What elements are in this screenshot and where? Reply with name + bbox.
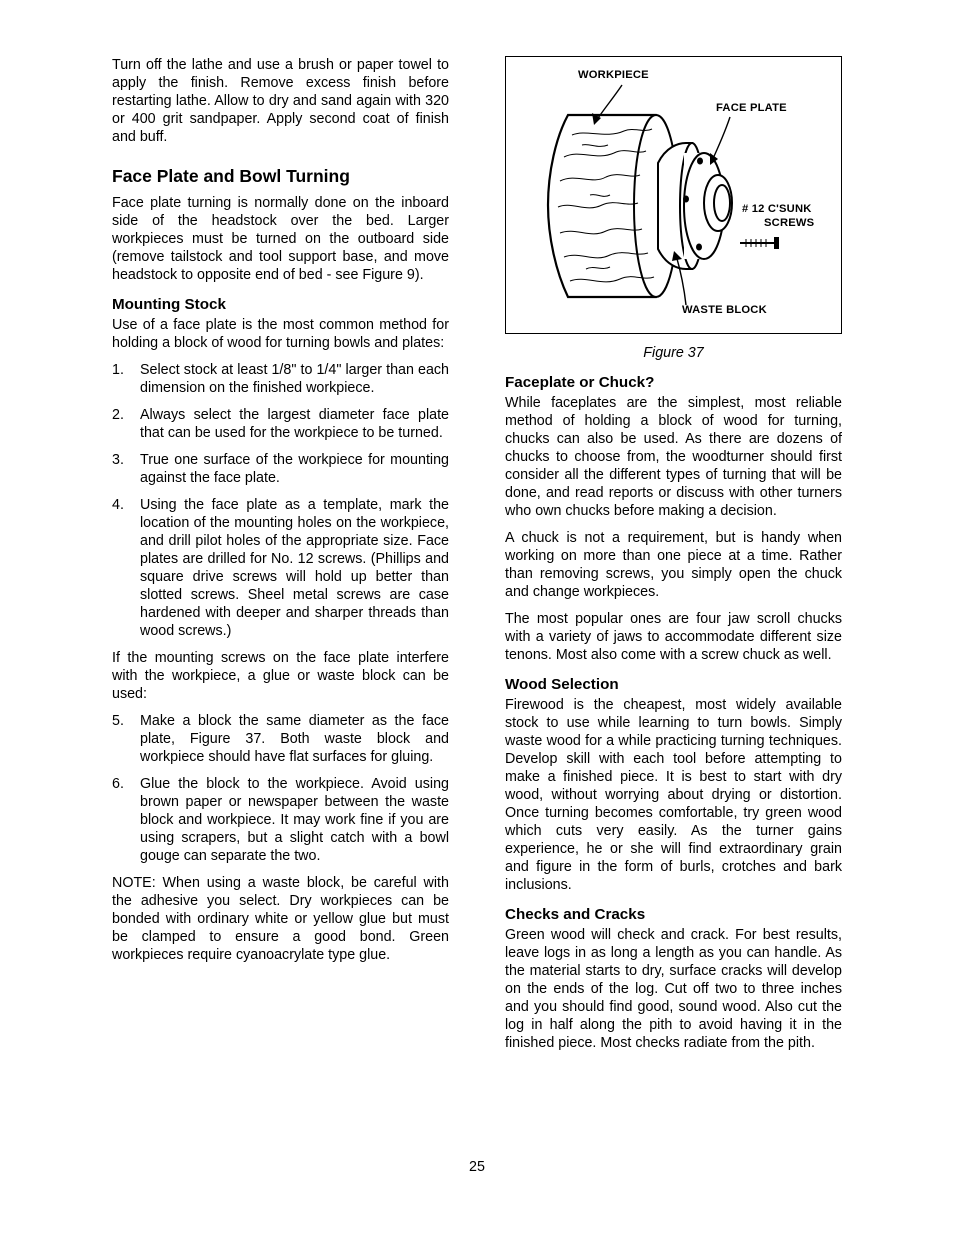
face-plate-paragraph: Face plate turning is normally done on the inboard side of the headstock over the bed. Larger workpieces must be turned on the outboard side (remove tailstock and tool support base, and move headstock to opposite end of bed - see Figure 9). [112,195,449,283]
label-screws-line2: SCREWS [764,217,815,229]
list-item: 4. Using the face plate as a template, mark the location of the mounting holes on the workpiece, and drill pilot holes of the appropriate size. Face plates are drilled for No. 12 screws. (Phillips and square drive screws will hold up better than slotted screws. Sheel metal screws are case hardened with deeper and sharper threads than wood screws.) [112,497,449,639]
mounting-paragraph: Use of a face plate is the most common method for holding a block of wood for turning bowls and plates: [112,317,449,351]
subheading-faceplate-or-chuck: Faceplate or Chuck? [505,374,655,391]
figure-caption: Figure 37 [643,345,704,361]
chuck-paragraph-3: The most popular ones are four jaw scroll chucks with a variety of jaws to accommodate different size tenons. Most also come with a screw chuck as well. [505,611,842,663]
page-number: 25 [469,1159,485,1175]
right-column [505,56,842,1052]
label-face-plate: FACE PLATE [716,102,787,114]
checks-paragraph: Green wood will check and crack. For best results, leave logs in as long a length as you can handle. As the material starts to dry, surface cracks will develop on the ends of the log. Cut off two to three inches and you should find good, sound wood. Also cut the log in half along the pith to avoid having it in the finished piece. Most checks radiate from the pith. [505,927,842,1051]
faceplate-illustration [506,57,841,333]
hub-bore [714,185,730,221]
screw-icon [740,237,779,249]
label-waste-block: WASTE BLOCK [682,304,767,316]
steps-list-a [112,361,449,640]
note-paragraph: NOTE: When using a waste block, be careful with the adhesive you select. Dry workpieces can be bonded with ordinary white or yellow glue but must be clamped to ensure a good bond. Green workpieces require cyanoacrylate type glue. [112,875,449,963]
label-workpiece: WORKPIECE [578,69,649,81]
figure-37-box [505,56,842,334]
subheading-wood-selection: Wood Selection [505,676,619,693]
chuck-paragraph-1: While faceplates are the simplest, most reliable method of holding a block of wood for turning, chucks can also be used. As there are dozens of chucks to choose from, the woodturner should first consider all the different types of turning that will be done, and read reports or discuss with other turners who own chucks before making a decision. [505,395,842,519]
list-item: 5. Make a block the same diameter as the face plate, Figure 37. Both waste block and workpiece should have flat surfaces for gluing. [112,713,449,765]
list-item: 6. Glue the block to the workpiece. Avoid using brown paper or newspaper between the waste block and workpiece. It may work fine if you are using scrapers, but a slight catch with a bowl gouge can separate the two. [112,776,449,864]
list-item: 3. True one surface of the workpiece for mounting against the face plate. [112,452,449,486]
intro-paragraph: Turn off the lathe and use a brush or paper towel to apply the finish. Remove excess finish before restarting lathe. Allow to dry and sand again with 320 or 400 grit sandpaper. Apply second coat of finish and buff. [112,57,449,145]
steps-list-b [112,712,449,865]
list-item: 2. Always select the largest diameter face plate that can be used for the workpiece to be turned. [112,407,449,441]
interfere-paragraph: If the mounting screws on the face plate interfere with the workpiece, a glue or waste block can be used: [112,650,449,702]
wood-paragraph: Firewood is the cheapest, most widely available stock to use while learning to turn bowls. Simply waste wood for a while practicing turning techniques. Develop skill with each tool before attempting to make a finished piece. It is best to start with dry wood, without worrying about drying or distortion. Once turning becomes comfortable, try green wood which cuts very easily. As the turner gains experience, he or she will find extraordinary grain and figure in the form of burls, crotches and bark inclusions. [505,697,842,893]
subheading-checks-and-cracks: Checks and Cracks [505,906,646,923]
section-heading-face-plate: Face Plate and Bowl Turning [112,166,350,186]
list-item: 1. Select stock at least 1/8" to 1/4" larger than each dimension on the finished workpiece. [112,362,449,396]
left-column [112,56,449,964]
label-screws-line1: # 12 C'SUNK [742,203,812,215]
subheading-mounting-stock: Mounting Stock [112,296,226,313]
chuck-paragraph-2: A chuck is not a requirement, but is handy when working on more than one piece at a time. Rather than removing screws, you simply open the chuck and change workpieces. [505,530,842,600]
